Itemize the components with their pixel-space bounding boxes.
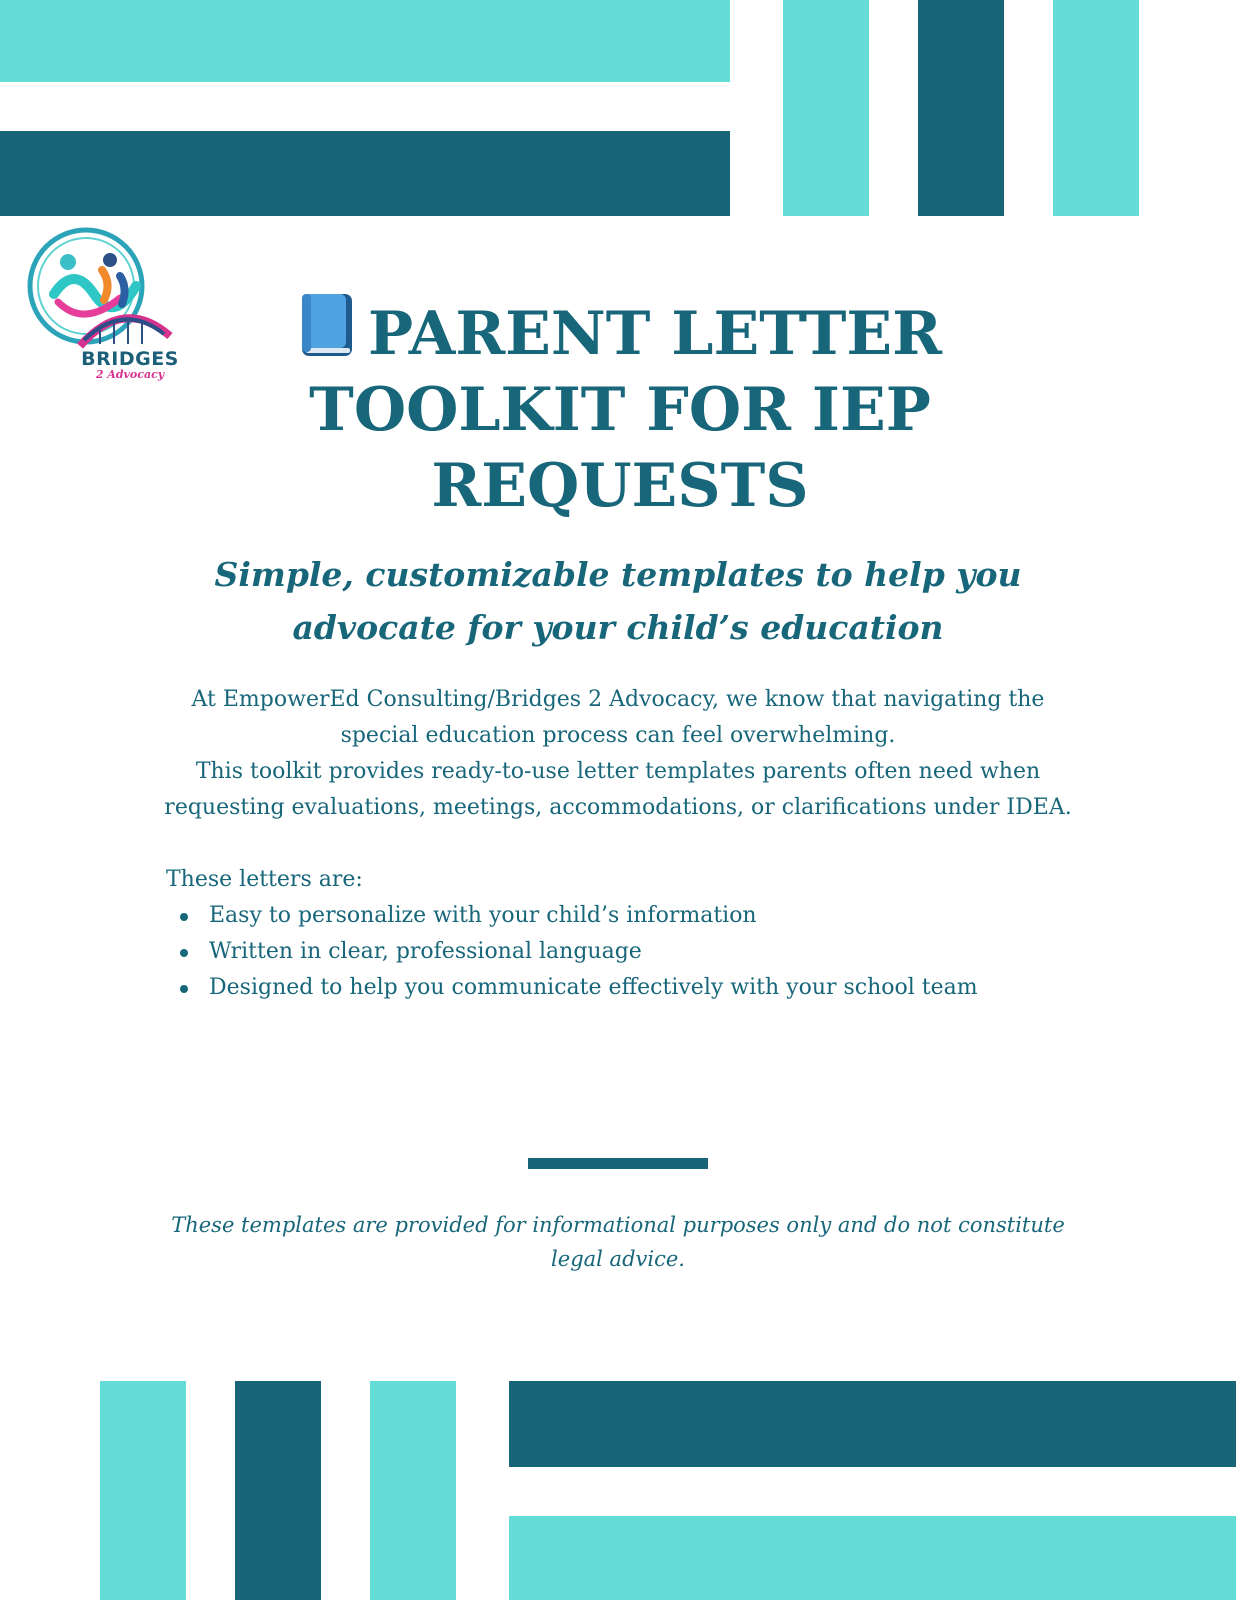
- page-subtitle: Simple, customizable templates to help you advocate for your child’s education: [214, 555, 1022, 647]
- bottom-vertical-bar-3: [370, 1381, 456, 1600]
- top-horizontal-bar-teal: [0, 0, 730, 82]
- features-list: [166, 898, 978, 1006]
- page-title-text: PARENT LETTER TOOLKIT FOR IEP REQUESTS: [309, 299, 942, 521]
- page-title: [220, 292, 1020, 524]
- bottom-vertical-bar-1: [100, 1381, 186, 1600]
- list-item: [166, 898, 978, 934]
- logo-name: BRIDGES: [81, 348, 179, 370]
- top-vertical-bar-1: [783, 0, 869, 216]
- bullet-icon: [180, 949, 188, 957]
- list-item-text: Designed to help you communicate effectively with your school team: [209, 975, 978, 1000]
- bottom-horizontal-bar-teal: [509, 1516, 1236, 1600]
- list-item: [166, 970, 978, 1006]
- features-lead: These letters are:: [166, 867, 363, 892]
- blue-book-icon: [298, 292, 356, 358]
- intro-text: [160, 682, 1076, 826]
- bottom-horizontal-bar-navy: [509, 1381, 1236, 1467]
- legal-disclaimer: These templates are provided for informational purposes only and do not constitute legal advice.: [171, 1213, 1065, 1271]
- list-item-text: Easy to personalize with your child’s information: [209, 903, 757, 928]
- list-item-text: Written in clear, professional language: [209, 939, 642, 964]
- top-vertical-bar-3: [1053, 0, 1139, 216]
- section-divider: [528, 1158, 708, 1169]
- intro-paragraph-2: This toolkit provides ready-to-use letter templates parents often need when requesting evaluations, meetings, accommodations, or clarifications under IDEA.: [164, 759, 1072, 820]
- list-item: [166, 934, 978, 970]
- bullet-icon: [180, 985, 188, 993]
- bullet-icon: [180, 913, 188, 921]
- logo-tagline: 2 Advocacy: [95, 368, 165, 381]
- logo-wordmark: [80, 348, 180, 381]
- intro-paragraph-1: At EmpowerEd Consulting/Bridges 2 Advocacy, we know that navigating the special education process can feel overwhelming.: [191, 687, 1045, 748]
- top-vertical-bar-2: [918, 0, 1004, 216]
- top-horizontal-bar-navy: [0, 131, 730, 216]
- bottom-vertical-bar-2: [235, 1381, 321, 1600]
